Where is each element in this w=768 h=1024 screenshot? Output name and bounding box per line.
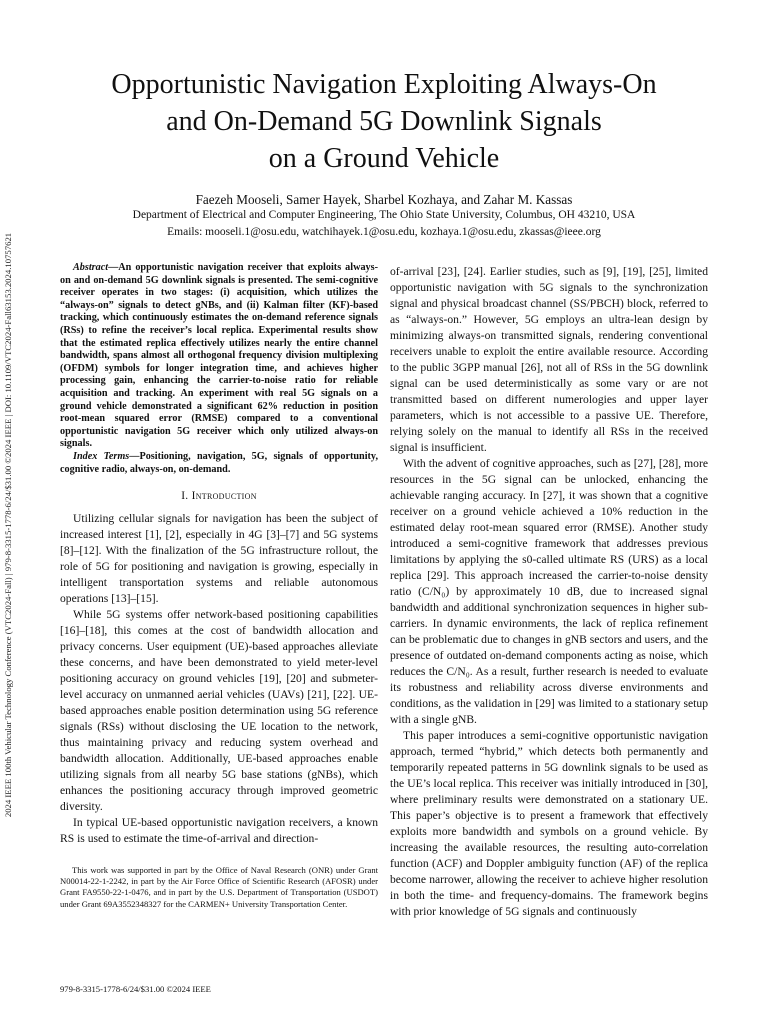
title-line: on a Ground Vehicle [268,143,500,174]
section-title: Introduction [191,490,257,503]
body-paragraph: This paper introduces a semi-cognitive opportunistic navigation approach, termed “hybrid,” which detects both permanently and temporarily repeated patterns in 5G downlink signals to be used as the UE’s local replica. This receiver was initially introduced in [30], where preliminary results were demonstrated on a stationary UE. This paper’s objective is to present a framework that effectively exploits more bandwidth and symbols on a ground vehicle. By increasing the available resources, the resulting auto-correlation function (ACF) and Doppler ambiguity function (AF) of the replica become narrower, allowing the receiver to achieve higher resolution in both the time- and frequency-domains. The framework begins with prior knowledge of 5G signals and continuously [390,729,708,918]
abstract-label: Abstract [73,262,109,273]
left-column [60,262,378,847]
conference-margin-text: 2024 IEEE 100th Vehicular Technology Conference (VTC2024-Fall) | 979-8-3315-1778-6/24/$31.00 ©2024 IEEE | DOI: 10.1109/VTC2024-Fall63153.2024.10757621 [3,232,14,818]
index-terms-text: —Positioning, navigation, 5G, signals of opportunity, cognitive radio, always-on, on-demand. [60,450,378,475]
abstract-text: —An opportunistic navigation receiver that exploits always-on and on-demand 5G downlink signals is presented. The semi-cognitive receiver operates in two stages: (i) acquisition, which utilizes the “always-on” signals to detect gNBs, and (ii) Kalman filter (KF)-based tracking, which continuously estimates the on-demand reference signals (RSs) to refine the receiver’s local replica. Experimental results show that the estimated replica effectively utilizes nearly the entire channel bandwidth, spans almost all orthogonal frequency division multiplexing (OFDM) symbols for longer integration time, and achieves higher processing gain, enhancing the carrier-to-noise ratio for reliable acquisition and tracking. An experiment with real 5G signals on a ground vehicle demonstrated a significant 62% reduction in position root-mean squared error (RMSE) compared to a conventional opportunistic navigation 5G receiver which only utilized always-on signals. [60,262,378,450]
index-terms-label: Index Terms [73,450,130,462]
right-column [390,264,708,920]
author-list: Faezeh Mooseli, Samer Hayek, Sharbel Kozhaya, and Zahar M. Kassas [195,192,573,207]
body-paragraph: With the advent of cognitive approaches, such as [27], [28], more resources in the 5G signal can be unlocked, enhancing the achievable ranging accuracy. In [27], it was shown that a cognitive receiver on a ground vehicle achieved a 10% reduction in the estimated delay root-mean squared error (RMSE). Another study introduced a semi-cognitive framework that addresses previous limitations by applying the s0-called ultimate RS (URS) as a local replica [29]. This approach increased the carrier-to-noise density ratio (C/N₀) by approximately 10 dB, due to increased signal bandwidth and additional synchronization sequences in higher sub-carriers. In dynamic environments, the lack of replica refinement can be problematic due to changes in gNB sectors and users, and the presence of outdated on-demand components acting as noise, which reduces the C/N₀. As a result, further research is needed to evaluate its robustness and reliability across diverse environments and conditions, as the validation in [29] was limited to a stationary setup with a single gNB. [390,457,708,726]
title-line: Opportunistic Navigation Exploiting Always-On [111,69,657,100]
funding-footnote [60,865,378,910]
section-heading [60,488,378,504]
paper-title [60,66,708,177]
index-terms [60,451,378,476]
conference-margin-note [2,160,14,890]
section-number: I. [181,490,189,503]
body-paragraph: In typical UE-based opportunistic navigation receivers, a known RS is used to estimate the time-of-arrival and direction- [60,816,378,846]
body-paragraph: While 5G systems offer network-based positioning capabilities [16]–[18], this comes at the cost of bandwidth allocation and privacy concerns. User equipment (UE)-based approaches alleviate these concerns, and have been demonstrated to yield meter-level positioning accuracy on ground vehicles [19], [20] and submeter-level accuracy on unmanned aerial vehicles (UAVs) [21], [22]. UE-based approaches enable position determination using 5G reference signals (RSs) without disclosing the UE location to the network, thus maintaining privacy and reducing system overhead and bandwidth allocation. Additionally, UE-based approaches enable utilizing signals from all nearby 5G base stations (gNBs), which enhances the positioning accuracy through improved geometric diversity. [60,608,378,814]
footnote-text: This work was supported in part by the Office of Naval Research (ONR) under Grant N00014-22-1-2242, in part by the Air Force Office of Scientific Research (AFOSR) under Grant FA9550-22-1-0476, and in part by the U.S. Department of Transportation (USDOT) under Grant 69A3552348327 for the CARMEN+ University Transportation Center. [60,865,378,909]
author-emails: Emails: mooseli.1@osu.edu, watchihayek.1@osu.edu, kozhaya.1@osu.edu, zkassas@ieee.org [167,226,601,238]
body-paragraph: Utilizing cellular signals for navigation has been the subject of increased interest [1], [2], especially in 4G [3]–[7] and 5G systems [8]–[12]. With the finalization of the 5G infrastructure rollout, the role of 5G for positioning and navigation is growing, especially in intelligent transportation systems and reliable autonomous operations [13]–[15]. [60,512,378,606]
abstract [60,262,378,451]
affiliation: Department of Electrical and Computer Engineering, The Ohio State University, Columbus, OH 43210, USA [132,209,636,221]
body-paragraph: of-arrival [23], [24]. Earlier studies, such as [9], [19], [25], limited opportunistic navigation with 5G signals to the synchronization signal and physical broadcast channel (SS/PBCH) block, referred to as “always-on.” However, 5G employs an ultra-lean design by minimizing always-on transmitted signals, rendering conventional receivers unable to exploit the entire available resource. According to the public 3GPP manual [26], not all of RSs in the 5G downlink signal can be used deterministically as some vary or are not transmitted based on different numerologies and upper layer parameters, which is not accessible to a passive UE. Therefore, relying solely on the manual to identify all RSs in the received signal is insufficient. [390,265,708,454]
title-line: and On-Demand 5G Downlink Signals [166,106,602,137]
copyright-footer: 979-8-3315-1778-6/24/$31.00 ©2024 IEEE [60,984,211,994]
